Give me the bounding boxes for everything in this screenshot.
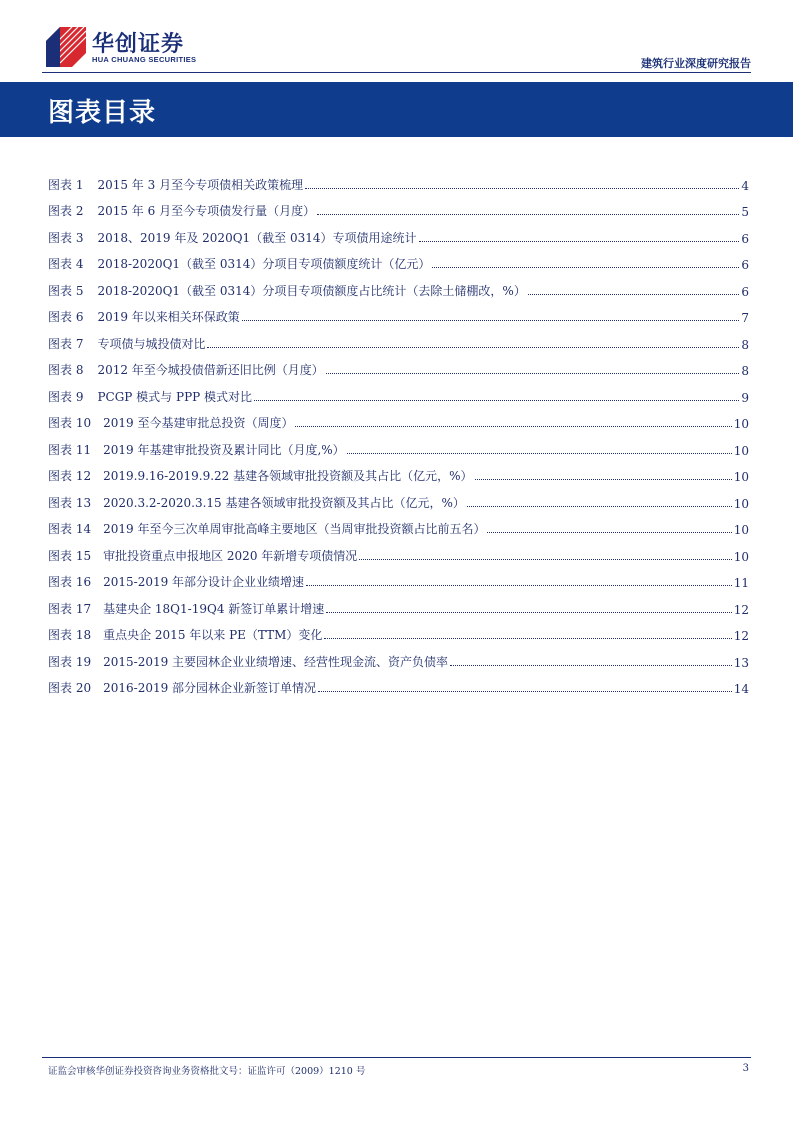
toc-dot-leader bbox=[487, 532, 731, 533]
toc-dot-leader bbox=[528, 294, 740, 295]
toc-entry-title: 2018-2020Q1（截至 0314）分项目专项债额度占比统计（去除土储棚改，%） bbox=[97, 283, 526, 298]
toc-entry-label: 图表 1 bbox=[48, 177, 84, 192]
toc-entry-label: 图表 18 bbox=[48, 628, 92, 642]
toc-dot-leader bbox=[305, 188, 739, 189]
toc-entry-label: 图表 19 bbox=[48, 654, 92, 669]
toc-entry[interactable] bbox=[48, 325, 749, 352]
toc-entry-label: 图表 14 bbox=[48, 522, 92, 536]
toc-dot-leader bbox=[207, 347, 739, 348]
toc-entry-title: 2020.3.2-2020.3.15 基建各领域审批投资额及其占比（亿元，%） bbox=[103, 495, 465, 510]
toc-dot-leader bbox=[419, 241, 740, 242]
toc-entry-page: 8 bbox=[741, 337, 749, 352]
toc-dot-leader bbox=[318, 691, 732, 692]
toc-entry-label: 图表 7 bbox=[48, 336, 84, 351]
header-divider bbox=[42, 72, 751, 73]
toc-entry-label: 图表 10 bbox=[48, 416, 92, 430]
toc-entry-title: 2018、2019 年及 2020Q1（截至 0314）专项债用途统计 bbox=[97, 230, 417, 245]
logo-chinese-name: 华创证券 bbox=[92, 32, 185, 57]
toc-dot-leader bbox=[254, 400, 739, 401]
toc-entry-label: 图表 13 bbox=[48, 495, 92, 510]
toc-entry-label: 图表 11 bbox=[48, 442, 92, 457]
toc-dot-leader bbox=[295, 426, 731, 427]
toc-entry[interactable] bbox=[48, 590, 749, 617]
toc-entry-title: 2019.9.16-2019.9.22 基建各领域审批投资额及其占比（亿元，%） bbox=[103, 469, 473, 483]
toc-entry-label: 图表 4 bbox=[48, 257, 84, 271]
toc-entry-page: 12 bbox=[733, 629, 749, 643]
toc-dot-leader bbox=[450, 665, 732, 666]
toc-dot-leader bbox=[242, 320, 740, 321]
toc-entry-label: 图表 9 bbox=[48, 389, 84, 404]
toc-entry[interactable] bbox=[48, 564, 749, 591]
toc-entry[interactable] bbox=[48, 511, 749, 538]
toc-entry-label: 图表 12 bbox=[48, 469, 92, 483]
toc-entry-label: 图表 20 bbox=[48, 681, 92, 695]
figure-table-of-contents bbox=[48, 166, 749, 696]
page-number: 3 bbox=[742, 1063, 749, 1074]
toc-entry[interactable] bbox=[48, 405, 749, 432]
toc-entry-label: 图表 8 bbox=[48, 363, 84, 377]
toc-entry-title: 2012 年至今城投债借新还旧比例（月度） bbox=[97, 363, 324, 377]
toc-entry-title: PCGP 模式与 PPP 模式对比 bbox=[97, 389, 253, 404]
toc-entry[interactable] bbox=[48, 378, 749, 405]
toc-entry[interactable] bbox=[48, 537, 749, 564]
toc-entry-title: 2016-2019 部分园林企业新签订单情况 bbox=[103, 681, 317, 695]
toc-entry-page: 10 bbox=[733, 417, 749, 431]
toc-entry-page: 10 bbox=[733, 443, 749, 458]
company-logo bbox=[46, 27, 236, 67]
toc-entry-page: 10 bbox=[733, 549, 749, 564]
toc-entry-label: 图表 15 bbox=[48, 548, 92, 563]
toc-entry-page: 6 bbox=[741, 231, 749, 246]
toc-dot-leader bbox=[467, 506, 732, 507]
toc-entry[interactable] bbox=[48, 193, 749, 220]
toc-entry-title: 2015-2019 年部分设计企业业绩增速 bbox=[103, 575, 305, 589]
toc-entry-title: 2019 年基建审批投资及累计同比（月度,%） bbox=[103, 442, 345, 457]
toc-entry[interactable] bbox=[48, 272, 749, 299]
toc-entry-page: 6 bbox=[741, 284, 749, 299]
toc-entry[interactable] bbox=[48, 643, 749, 670]
toc-entry-title: 2018-2020Q1（截至 0314）分项目专项债额度统计（亿元） bbox=[97, 257, 431, 271]
logo-mark-icon bbox=[46, 27, 86, 67]
title-banner bbox=[0, 82, 793, 137]
toc-entry-page: 12 bbox=[733, 602, 749, 617]
toc-entry-label: 图表 6 bbox=[48, 310, 84, 324]
toc-entry-title: 2015 年 6 月至今专项债发行量（月度） bbox=[97, 204, 316, 218]
toc-entry-title: 2015 年 3 月至今专项债相关政策梳理 bbox=[97, 177, 304, 192]
toc-entry[interactable] bbox=[48, 352, 749, 379]
toc-entry[interactable] bbox=[48, 166, 749, 193]
toc-entry-title: 2015-2019 主要园林企业业绩增速、经营性现金流、资产负债率 bbox=[103, 654, 449, 669]
toc-entry[interactable] bbox=[48, 670, 749, 697]
toc-entry-title: 重点央企 2015 年以来 PE（TTM）变化 bbox=[103, 628, 323, 642]
logo-english-name: HUA CHUANG SECURITIES bbox=[92, 55, 197, 64]
footer-divider bbox=[42, 1057, 751, 1058]
toc-entry-label: 图表 16 bbox=[48, 575, 92, 589]
toc-entry-page: 10 bbox=[733, 470, 749, 484]
report-type-label: 建筑行业深度研究报告 bbox=[641, 57, 751, 70]
toc-entry-page: 10 bbox=[733, 523, 749, 537]
toc-dot-leader bbox=[326, 612, 731, 613]
toc-entry-page: 14 bbox=[733, 682, 749, 696]
toc-dot-leader bbox=[432, 267, 739, 268]
toc-entry-title: 2019 年以来相关环保政策 bbox=[97, 310, 240, 324]
toc-entry-page: 4 bbox=[741, 178, 749, 193]
toc-entry-page: 10 bbox=[733, 496, 749, 511]
toc-dot-leader bbox=[306, 585, 732, 586]
toc-dot-leader bbox=[359, 559, 731, 560]
toc-entry-page: 13 bbox=[733, 655, 749, 670]
toc-dot-leader bbox=[324, 638, 731, 639]
toc-entry-label: 图表 2 bbox=[48, 204, 84, 218]
toc-entry-title: 基建央企 18Q1-19Q4 新签订单累计增速 bbox=[103, 601, 325, 616]
footer-license-note: 证监会审核华创证券投资咨询业务资格批文号：证监许可（2009）1210 号 bbox=[48, 1066, 366, 1077]
toc-entry-title: 2019 年至今三次单周审批高峰主要地区（当周审批投资额占比前五名） bbox=[103, 522, 486, 536]
toc-dot-leader bbox=[326, 373, 740, 374]
toc-dot-leader bbox=[347, 453, 732, 454]
toc-entry[interactable] bbox=[48, 431, 749, 458]
toc-entry-title: 专项债与城投债对比 bbox=[97, 336, 206, 351]
toc-entry-page: 6 bbox=[741, 258, 749, 272]
toc-entry-label: 图表 5 bbox=[48, 283, 84, 298]
toc-entry-label: 图表 3 bbox=[48, 230, 84, 245]
toc-entry[interactable] bbox=[48, 484, 749, 511]
toc-entry-title: 审批投资重点申报地区 2020 年新增专项债情况 bbox=[103, 548, 358, 563]
toc-entry-title: 2019 至今基建审批总投资（周度） bbox=[103, 416, 294, 430]
toc-dot-leader bbox=[317, 214, 739, 215]
toc-entry[interactable] bbox=[48, 246, 749, 273]
toc-entry-page: 11 bbox=[733, 576, 749, 590]
toc-entry-page: 7 bbox=[741, 311, 749, 325]
toc-entry-page: 5 bbox=[741, 205, 749, 219]
toc-entry[interactable] bbox=[48, 299, 749, 326]
toc-entry-page: 8 bbox=[741, 364, 749, 378]
toc-entry[interactable] bbox=[48, 219, 749, 246]
toc-entry-page: 9 bbox=[741, 390, 749, 405]
toc-entry[interactable] bbox=[48, 617, 749, 644]
toc-dot-leader bbox=[475, 479, 732, 480]
page-title: 图表目录 bbox=[48, 98, 157, 128]
toc-entry[interactable] bbox=[48, 458, 749, 485]
toc-entry-label: 图表 17 bbox=[48, 601, 92, 616]
